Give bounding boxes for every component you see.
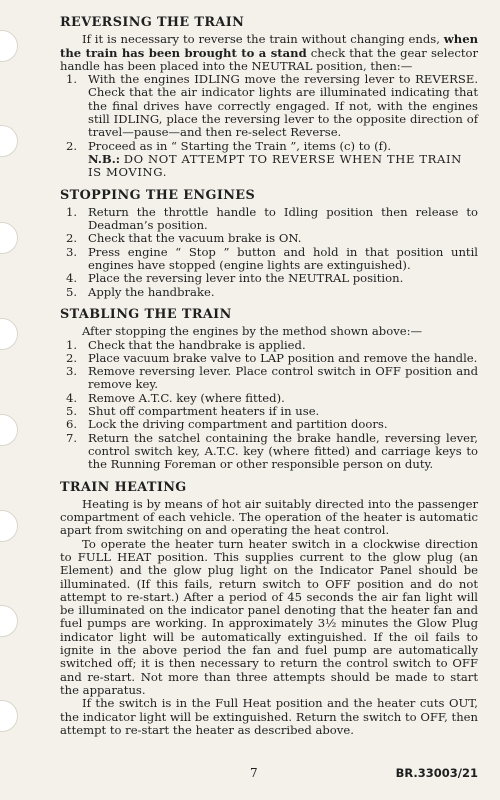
list-item: [60, 73, 478, 139]
list-item: [60, 365, 478, 392]
item-text: Return the throttle handle to Idling position then release to Deadman’s position.: [88, 204, 478, 233]
item-text: Shut off compartment heaters if in use.: [88, 404, 320, 419]
list-item: [60, 405, 478, 418]
step-list: [60, 73, 478, 153]
page-number: 7: [250, 766, 258, 780]
item-text: Place vacuum brake valve to LAP position and remove the handle.: [88, 350, 478, 365]
binder-hole: [0, 30, 18, 62]
list-item: [60, 352, 478, 365]
item-number: 4.: [66, 271, 78, 286]
binder-hole: [0, 510, 18, 542]
list-item: [60, 206, 478, 233]
item-text: Check that the handbrake is applied.: [88, 337, 306, 352]
nb-label: N.B.:: [88, 151, 121, 166]
item-text: Remove A.T.C. key (where fitted).: [88, 390, 285, 405]
list-item: [60, 432, 478, 472]
binder-hole: [0, 222, 18, 254]
item-number: 5.: [66, 284, 78, 299]
section-stopping: [60, 189, 478, 299]
list-item: [60, 392, 478, 405]
binder-hole: [0, 125, 18, 157]
section-heading: STABLING THE TRAIN: [60, 306, 232, 322]
item-number: 3.: [66, 244, 78, 259]
item-number: 3.: [66, 364, 78, 379]
item-number: 1.: [66, 337, 78, 352]
item-number: 4.: [66, 390, 78, 405]
item-number: 2.: [66, 231, 78, 246]
item-number: 2.: [66, 350, 78, 365]
step-list: [60, 206, 478, 299]
list-item: [60, 140, 478, 153]
item-text: Proceed as in “ Starting the Train ”, items (c) to (f).: [88, 138, 392, 153]
section-stabling: [60, 308, 478, 472]
paragraph: Heating is by means of hot air suitably directed into the passenger compartment of each vehicle. The operation of the heater is automatic apart from switching on and operating the heat control.: [60, 496, 478, 538]
section-heading: TRAIN HEATING: [60, 479, 187, 495]
paragraph: If the switch is in the Full Heat position and the heater cuts OUT, the indicator light will be extinguished. Return the switch to OFF, then attempt to re-start the heater as described above.: [60, 696, 478, 737]
list-item: [60, 339, 478, 352]
intro-text: check that the gear selector handle has been placed into the NEUTRAL position, then:—: [60, 45, 478, 73]
section-heading: REVERSING THE TRAIN: [60, 15, 245, 30]
binder-hole: [0, 414, 18, 446]
item-text: Check that the vacuum brake is ON.: [88, 231, 302, 246]
list-item: [60, 286, 478, 299]
list-item: [60, 272, 478, 285]
paragraph: To operate the heater turn heater switch in a clockwise direction to FULL HEAT position. This supplies current to the glow plug (an Element) and the glow plug light on the Indicator Panel should be illuminated. (If this fails, return switch to OFF position and do not attempt to re-start.) After a period of 45 seconds the air fan light will be illuminated on the indicator panel denoting that the heater fan and fuel pumps are working. In approximately 3½ minutes the Glow Plug indicator light will be automatically extinguished. If the oil fails to ignite in the above period the fan and fuel pump are automatically switched off; it is then necessary to return the control switch to OFF and re-start. Not more than three attempts should be made to start the apparatus.: [60, 536, 478, 697]
document-reference: BR.33003/21: [395, 766, 478, 780]
section-heading: STOPPING THE ENGINES: [60, 187, 256, 203]
section-intro: [60, 33, 478, 73]
intro-emphasis: when the train has been brought to a stand: [60, 32, 478, 60]
binder-hole: [0, 318, 18, 350]
item-text: Place the reversing lever into the NEUTRAL position.: [88, 271, 404, 286]
binder-hole: [0, 605, 18, 637]
item-number: 5.: [66, 404, 78, 419]
item-text: With the engines IDLING move the reversing lever to REVERSE. Check that the air indicator lights are illuminated indicating that the final drives have correctly engaged. If not, with the engines still IDLING, place the reversing lever to the opposite direction of travel—pause—and then re-select Reverse.: [88, 72, 478, 140]
page-footer: [60, 766, 478, 782]
nb-text: DO NOT ATTEMPT TO REVERSE WHEN THE TRAIN IS MOVING.: [88, 151, 462, 180]
item-text: Press engine “ Stop ” button and hold in that position until engines have stopped (engine lights are extinguished).: [88, 244, 478, 273]
section-heating: [60, 481, 478, 738]
section-reversing: [60, 16, 478, 180]
binder-hole: [0, 700, 18, 732]
list-item: [60, 246, 478, 273]
intro-text: If it is necessary to reverse the train without changing ends,: [82, 32, 444, 47]
item-text: Return the satchel containing the brake handle, reversing lever, control switch key, A.T.C. key (where fitted) and carriage keys to the Running Foreman or other responsible person on duty.: [88, 430, 478, 472]
list-item: [60, 418, 478, 431]
nb-warning: [60, 153, 478, 180]
item-text: Remove reversing lever. Place control switch in OFF position and remove key.: [88, 364, 478, 392]
item-text: Lock the driving compartment and partition doors.: [88, 417, 388, 432]
item-text: Apply the handbrake.: [88, 284, 215, 299]
item-number: 6.: [66, 417, 78, 432]
item-number: 1.: [66, 72, 78, 87]
list-item: [60, 232, 478, 245]
item-number: 7.: [66, 430, 78, 445]
section-intro: After stopping the engines by the method shown above:—: [82, 324, 423, 339]
item-number: 1.: [66, 204, 78, 219]
item-number: 2.: [66, 138, 78, 153]
page-content: [60, 16, 478, 746]
step-list: [60, 339, 478, 472]
